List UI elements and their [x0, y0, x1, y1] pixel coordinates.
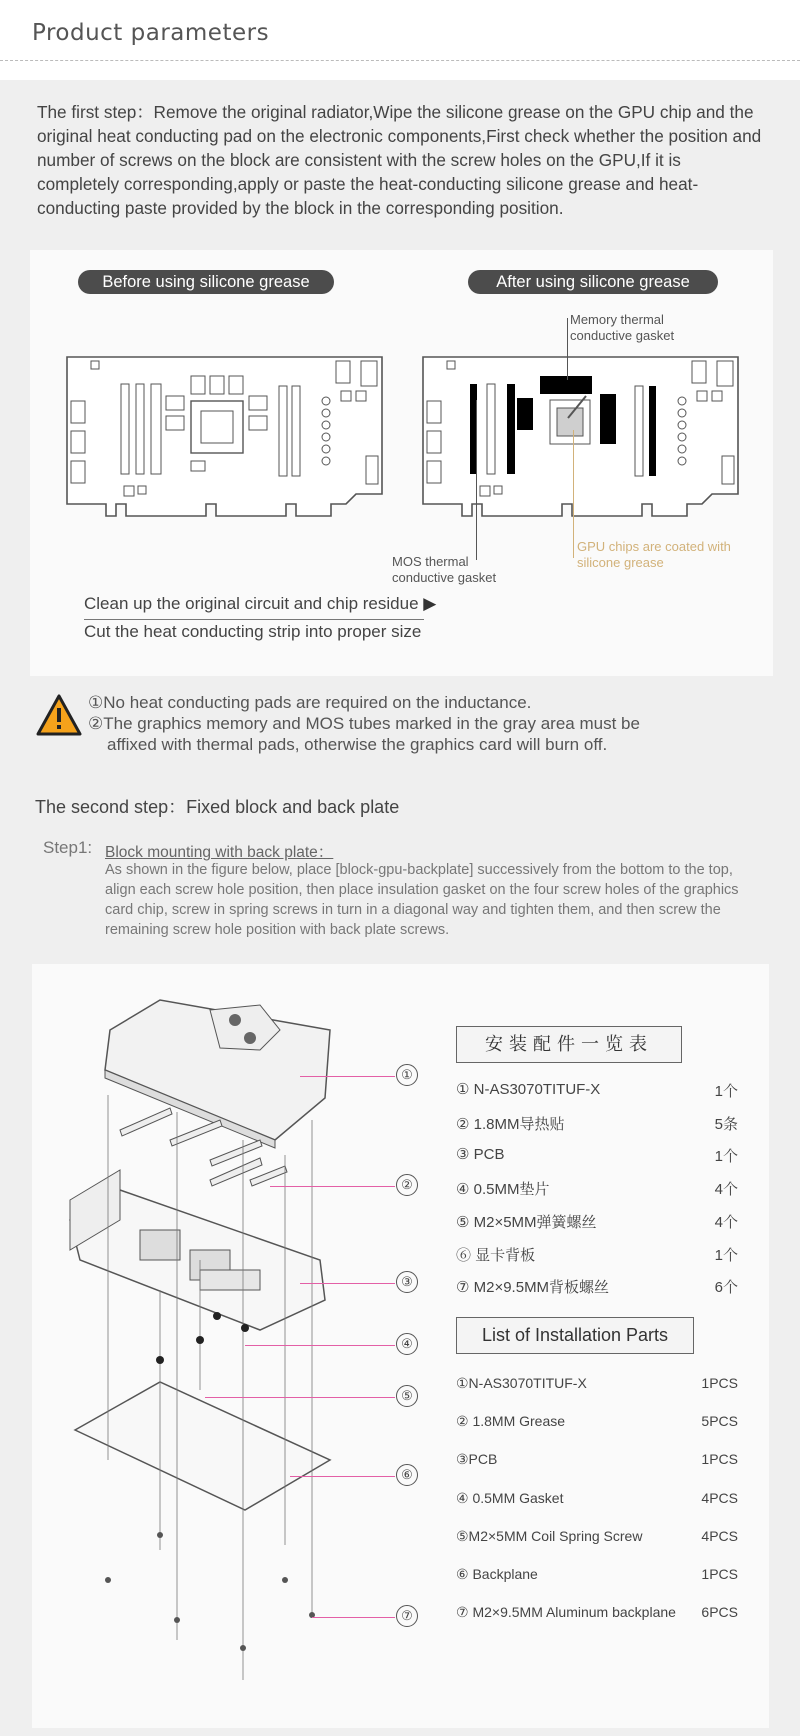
step-cut-text: Cut the heat conducting strip into proper size	[84, 622, 422, 641]
parts-en-row-5: ⑤M2×5MM Coil Spring Screw 4PCS	[456, 1528, 738, 1544]
intro-paragraph: The first step：Remove the original radiator,Wipe the silicone grease on the GPU chip and the original heat conducting pad on the electronic components,First check whether the position and number of screws on the block are consistent with the screw holes on the GPU,If it is completely corresponding,apply or paste the heat-conducting silicone grease and heat-conducting paste provided by the block in the corresponding position.	[37, 102, 762, 218]
divider	[84, 619, 424, 620]
after-label: After using silicone grease	[468, 270, 718, 294]
parts-cn-row-6: ⑥ 显卡背板 1个	[456, 1247, 738, 1264]
warning-line-1: ①No heat conducting pads are required on the inductance.	[88, 693, 532, 712]
callout-1: ①	[396, 1064, 418, 1086]
play-arrow-icon: ▶	[423, 594, 437, 613]
step1-description: As shown in the figure below, place [block-gpu-backplate] successively from the bottom to the top, align each screw hole position, then place insulation gasket on the four screw holes of the graphics card chip, screw in spring screws in turn in a diagonal way and tighten them, and then screw the remaining screw hole position with back plate screws.	[105, 862, 739, 938]
callout-line-3	[300, 1283, 395, 1284]
callout-7: ⑦	[396, 1605, 418, 1627]
warning-line-3: affixed with thermal pads, otherwise the graphics card will burn off.	[107, 735, 608, 754]
gpu-leader-line	[573, 430, 574, 558]
callout-line-7	[312, 1617, 395, 1618]
page-title: Product parameters	[32, 20, 270, 46]
parts-en-row-4: ④ 0.5MM Gasket 4PCS	[456, 1490, 738, 1506]
parts-en-row-3: ③PCB 1PCS	[456, 1451, 738, 1467]
mos-gasket-label: MOS thermal conductive gasket	[392, 554, 497, 585]
parts-cn-row-7: ⑦ M2×9.5MM背板螺丝 6个	[456, 1279, 738, 1296]
parts-cn-title: 安装配件一览表	[456, 1026, 682, 1063]
callout-4: ④	[396, 1333, 418, 1355]
before-label: Before using silicone grease	[78, 270, 334, 294]
callout-line-4	[245, 1345, 395, 1346]
callout-line-6	[290, 1476, 395, 1477]
callout-2: ②	[396, 1174, 418, 1196]
parts-en-row-1: ①N-AS3070TITUF-X 1PCS	[456, 1375, 738, 1391]
parts-cn-row-4: ④ 0.5MM垫片 4个	[456, 1181, 738, 1198]
parts-cn-row-2: ② 1.8MM导热贴 5条	[456, 1116, 738, 1133]
callout-line-5	[205, 1397, 395, 1398]
step-clean-text: Clean up the original circuit and chip residue ▶	[84, 594, 437, 613]
memory-leader-line	[567, 318, 568, 380]
parts-en-row-7: ⑦ M2×9.5MM Aluminum backplane 6PCS	[456, 1604, 738, 1620]
warning-icon	[36, 694, 82, 736]
callout-5: ⑤	[396, 1385, 418, 1407]
pcb-before-diagram	[66, 356, 384, 536]
warning-text	[88, 692, 768, 755]
parts-en-title: List of Installation Parts	[456, 1317, 694, 1354]
pcb-after-diagram	[422, 356, 740, 536]
gpu-grease-label: GPU chips are coated with silicone grease	[577, 539, 731, 570]
step1-label: Step1:	[43, 838, 93, 857]
grease-illustration-box	[30, 250, 773, 676]
parts-en-row-2: ② 1.8MM Grease 5PCS	[456, 1413, 738, 1429]
callout-line-1	[300, 1076, 395, 1077]
parts-cn-row-3: ③ PCB 1个	[456, 1146, 738, 1165]
mos-leader-line	[476, 400, 477, 560]
parts-cn-row-5: ⑤ M2×5MM弹簧螺丝 4个	[456, 1214, 738, 1231]
exploded-assembly-diagram	[60, 990, 430, 1680]
callout-6: ⑥	[396, 1464, 418, 1486]
callout-line-2	[270, 1186, 395, 1187]
callout-3: ③	[396, 1271, 418, 1293]
warning-line-2: ②The graphics memory and MOS tubes marked in the gray area must be	[88, 714, 640, 733]
memory-gasket-label: Memory thermal conductive gasket	[570, 312, 675, 343]
second-step-title: The second step：Fixed block and back plate	[35, 797, 400, 817]
parts-en-row-6: ⑥ Backplane 1PCS	[456, 1566, 738, 1582]
parts-cn-row-1: ① N-AS3070TITUF-X 1个	[456, 1081, 738, 1100]
page-header	[0, 0, 800, 61]
step1-subtitle: Block mounting with back plate：	[105, 844, 334, 861]
